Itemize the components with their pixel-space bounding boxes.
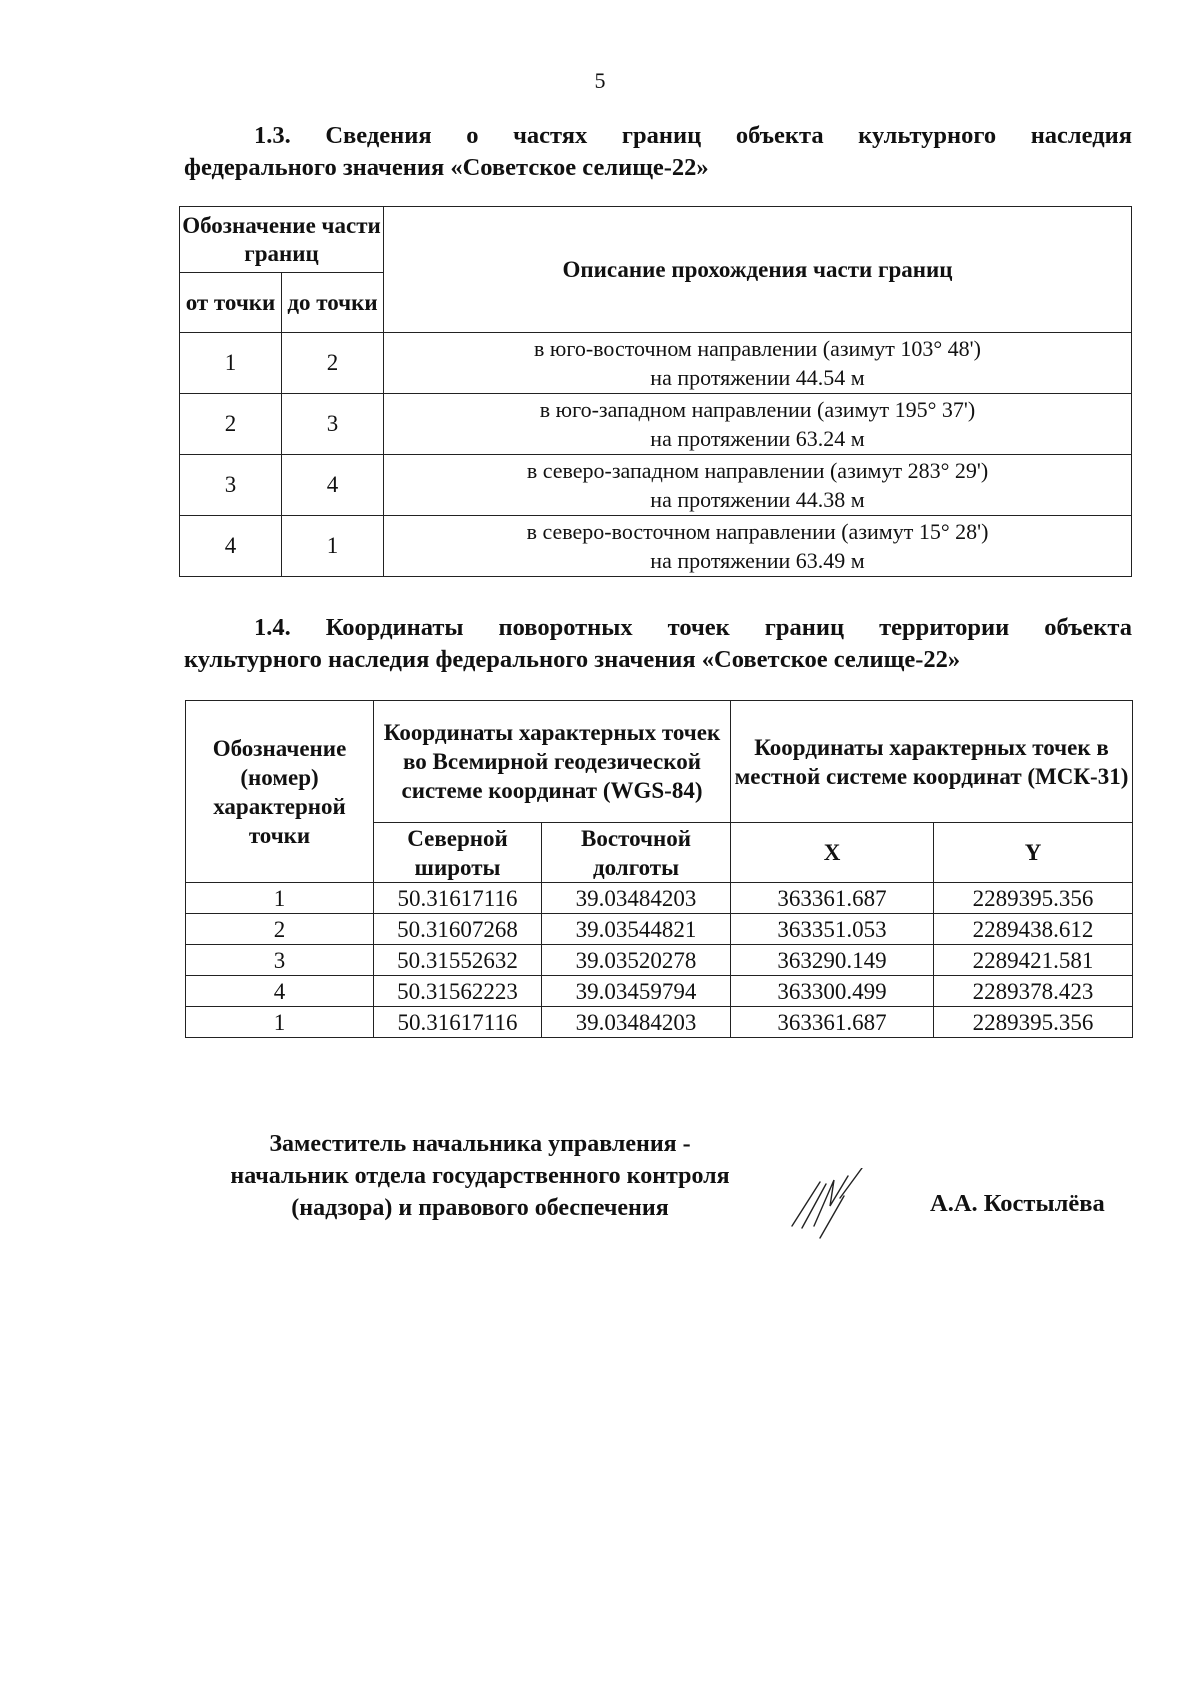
section-1-3-heading-line2: федерального значения «Советское селище-22» bbox=[184, 154, 709, 181]
handwritten-signature bbox=[790, 1168, 870, 1240]
description-direction: в северо-восточном направлении (азимут 15° 28') bbox=[526, 519, 989, 544]
from-point-cell: 3 bbox=[180, 455, 282, 516]
latitude-cell: 50.31617116 bbox=[374, 1007, 542, 1038]
description-length: на протяжении 44.54 м bbox=[650, 365, 865, 390]
y-cell: 2289438.612 bbox=[934, 914, 1133, 945]
header-east-longitude: Восточной долготы bbox=[542, 823, 731, 883]
from-point-cell: 2 bbox=[180, 394, 282, 455]
header-from-point: от точки bbox=[180, 273, 282, 333]
x-cell: 363361.687 bbox=[731, 1007, 934, 1038]
description-direction: в северо-западном направлении (азимут 283° 29') bbox=[526, 458, 989, 483]
boundary-description-cell bbox=[384, 394, 1132, 455]
from-point-cell: 4 bbox=[180, 516, 282, 577]
coordinates-table bbox=[185, 700, 1133, 1038]
header-boundary-description: Описание прохождения части границ bbox=[384, 207, 1132, 333]
longitude-cell: 39.03520278 bbox=[542, 945, 731, 976]
section-1-3-heading-line1: 1.3. Сведения о частях границ объекта культурного наследия bbox=[254, 122, 1132, 149]
coordinate-row bbox=[186, 914, 1133, 945]
y-cell: 2289395.356 bbox=[934, 883, 1133, 914]
to-point-cell: 3 bbox=[282, 394, 384, 455]
description-length: на протяжении 44.38 м bbox=[650, 487, 865, 512]
x-cell: 363300.499 bbox=[731, 976, 934, 1007]
section-1-4-heading-line1: 1.4. Координаты поворотных точек границ территории объекта bbox=[254, 614, 1132, 641]
boundary-description-cell bbox=[384, 333, 1132, 394]
header-to-point: до точки bbox=[282, 273, 384, 333]
signature-position bbox=[190, 1128, 770, 1224]
boundary-row bbox=[180, 516, 1132, 577]
latitude-cell: 50.31552632 bbox=[374, 945, 542, 976]
boundary-description-cell bbox=[384, 516, 1132, 577]
point-number-cell: 1 bbox=[186, 1007, 374, 1038]
latitude-cell: 50.31607268 bbox=[374, 914, 542, 945]
header-wgs84: Координаты характерных точек во Всемирной геодезической системе координат (WGS-84) bbox=[374, 701, 731, 823]
header-x: X bbox=[731, 823, 934, 883]
boundary-parts-table bbox=[179, 206, 1132, 577]
x-cell: 363290.149 bbox=[731, 945, 934, 976]
signature-position-line2: начальник отдела государственного контроля bbox=[230, 1163, 730, 1189]
boundary-description-cell bbox=[384, 455, 1132, 516]
coordinate-row bbox=[186, 976, 1133, 1007]
coordinate-row bbox=[186, 945, 1133, 976]
section-1-3-heading bbox=[184, 120, 1132, 184]
longitude-cell: 39.03484203 bbox=[542, 883, 731, 914]
latitude-cell: 50.31617116 bbox=[374, 883, 542, 914]
latitude-cell: 50.31562223 bbox=[374, 976, 542, 1007]
header-boundary-part: Обозначение части границ bbox=[180, 207, 384, 273]
signature-position-line1: Заместитель начальника управления - bbox=[269, 1131, 691, 1157]
y-cell: 2289395.356 bbox=[934, 1007, 1133, 1038]
description-length: на протяжении 63.49 м bbox=[650, 548, 865, 573]
y-cell: 2289378.423 bbox=[934, 976, 1133, 1007]
longitude-cell: 39.03484203 bbox=[542, 1007, 731, 1038]
header-north-latitude: Северной широты bbox=[374, 823, 542, 883]
x-cell: 363361.687 bbox=[731, 883, 934, 914]
description-direction: в юго-восточном направлении (азимут 103° 48') bbox=[534, 336, 981, 361]
coordinate-row bbox=[186, 883, 1133, 914]
signer-name: А.А. Костылёва bbox=[930, 1190, 1105, 1217]
boundary-row bbox=[180, 394, 1132, 455]
section-1-4-heading-line2: культурного наследия федерального значения «Советское селище-22» bbox=[184, 646, 961, 673]
boundary-row bbox=[180, 455, 1132, 516]
longitude-cell: 39.03544821 bbox=[542, 914, 731, 945]
x-cell: 363351.053 bbox=[731, 914, 934, 945]
to-point-cell: 1 bbox=[282, 516, 384, 577]
y-cell: 2289421.581 bbox=[934, 945, 1133, 976]
page-number: 5 bbox=[594, 68, 606, 93]
point-number-cell: 1 bbox=[186, 883, 374, 914]
header-point-number: Обозначение (номер) характерной точки bbox=[186, 701, 374, 883]
from-point-cell: 1 bbox=[180, 333, 282, 394]
point-number-cell: 4 bbox=[186, 976, 374, 1007]
header-y: Y bbox=[934, 823, 1133, 883]
point-number-cell: 3 bbox=[186, 945, 374, 976]
point-number-cell: 2 bbox=[186, 914, 374, 945]
boundary-row bbox=[180, 333, 1132, 394]
description-length: на протяжении 63.24 м bbox=[650, 426, 865, 451]
to-point-cell: 4 bbox=[282, 455, 384, 516]
longitude-cell: 39.03459794 bbox=[542, 976, 731, 1007]
header-msk31: Координаты характерных точек в местной системе координат (МСК-31) bbox=[731, 701, 1133, 823]
signature-position-line3: (надзора) и правового обеспечения bbox=[291, 1195, 669, 1221]
section-1-4-heading bbox=[184, 612, 1132, 676]
coordinate-row bbox=[186, 1007, 1133, 1038]
to-point-cell: 2 bbox=[282, 333, 384, 394]
description-direction: в юго-западном направлении (азимут 195° 37') bbox=[539, 397, 976, 422]
